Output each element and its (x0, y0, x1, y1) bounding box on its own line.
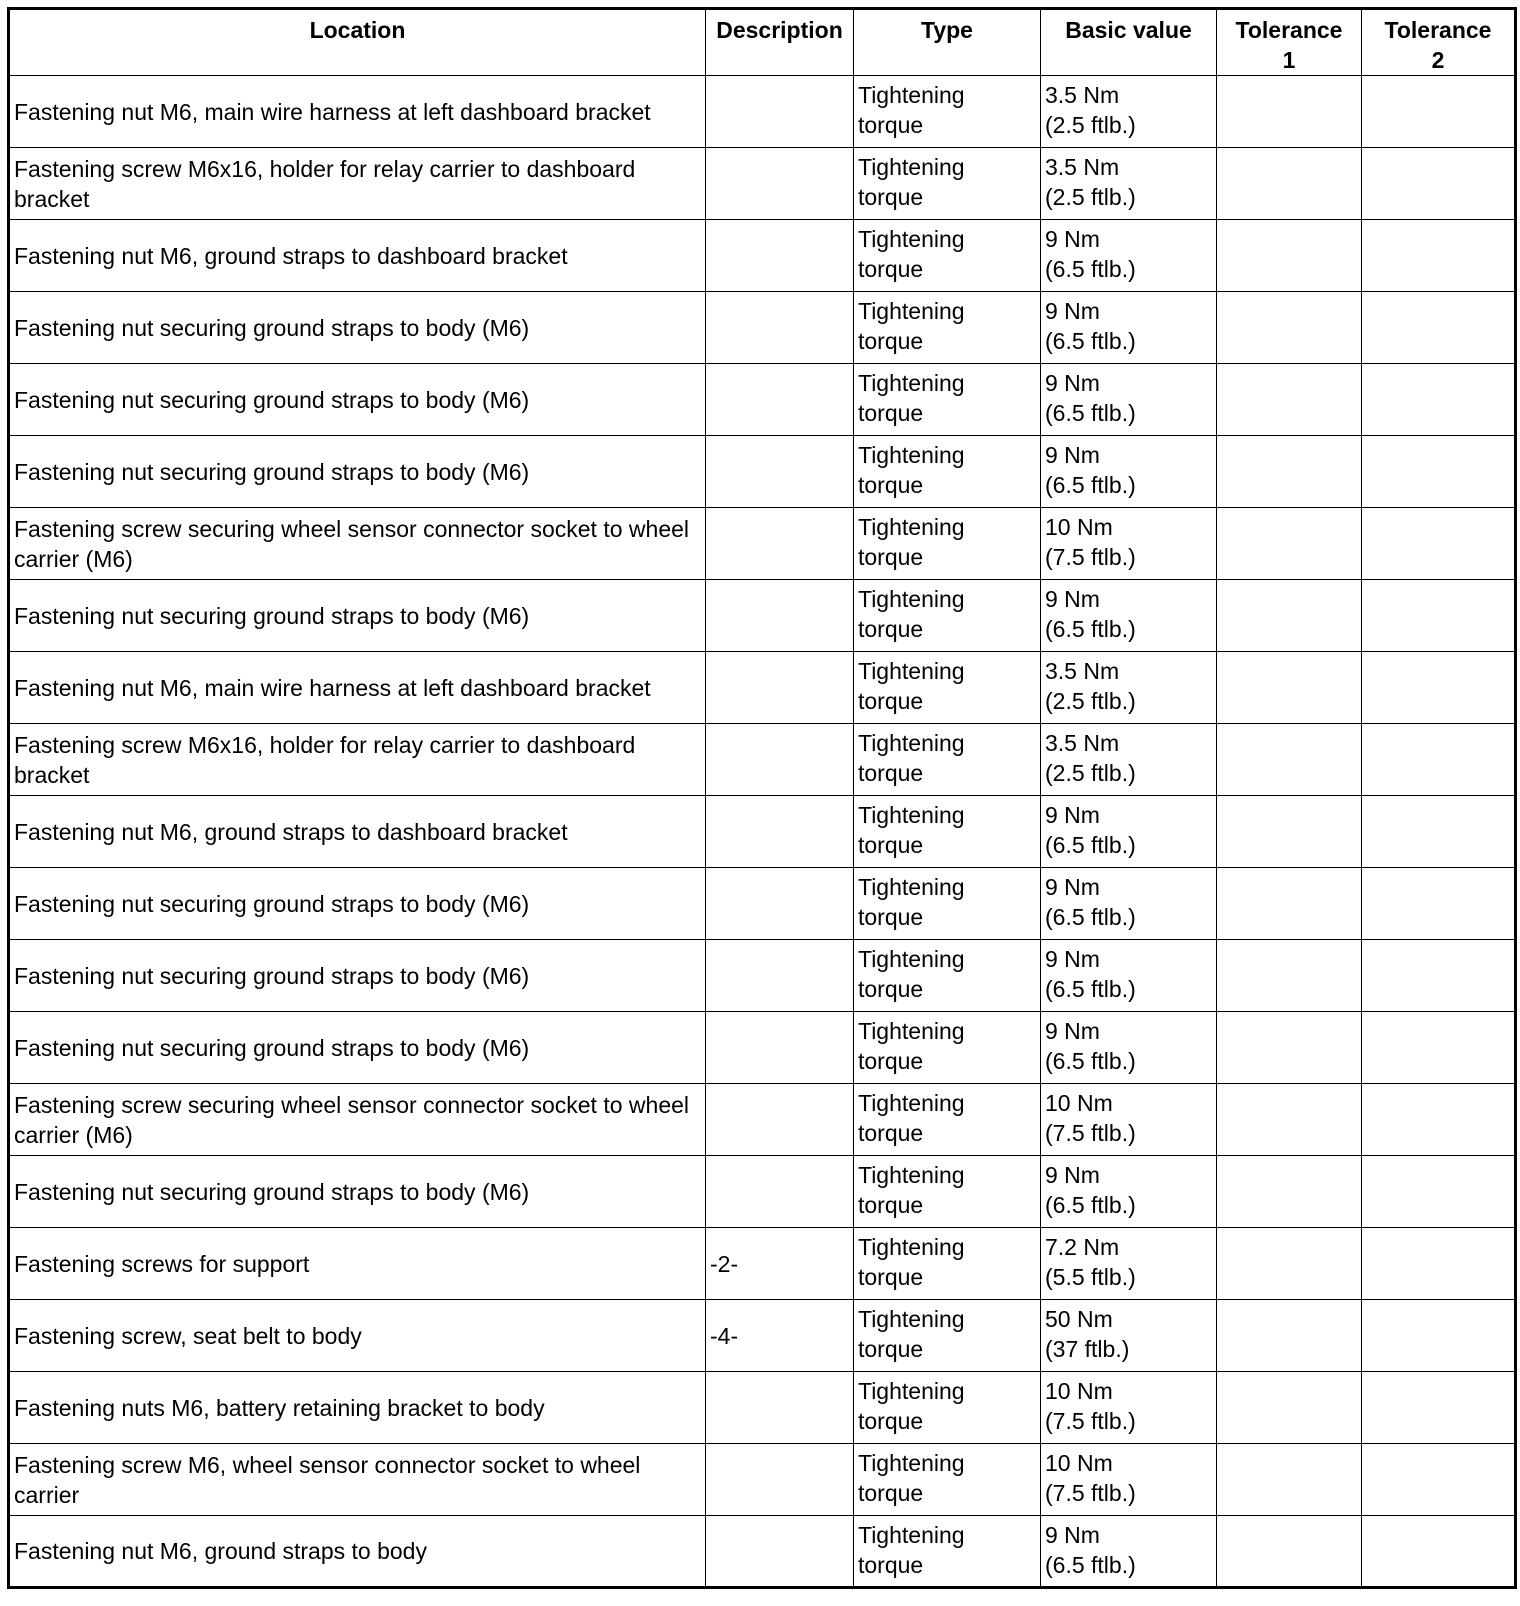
table-row (9, 76, 1516, 148)
column-header-location: Location (9, 9, 706, 76)
tolerance-1-cell (1217, 292, 1362, 364)
type-cell (854, 364, 1041, 436)
type-line-1: Tightening (858, 1162, 965, 1188)
location-cell: Fastening screw M6x16, holder for relay carrier to dashboard bracket (9, 724, 706, 796)
value-metric: 3.5 Nm (1045, 154, 1120, 180)
tolerance-2-cell (1362, 1012, 1516, 1084)
tolerance-1-cell (1217, 724, 1362, 796)
table-row (9, 1444, 1516, 1516)
tolerance-2-cell (1362, 652, 1516, 724)
location-cell: Fastening nut securing ground straps to body (M6) (9, 580, 706, 652)
type-cell (854, 1012, 1041, 1084)
basic-value-cell (1041, 796, 1217, 868)
basic-value-cell (1041, 1444, 1217, 1516)
type-line-1: Tightening (858, 442, 965, 468)
value-metric: 9 Nm (1045, 370, 1100, 396)
value-metric: 9 Nm (1045, 1162, 1100, 1188)
tolerance-1-cell (1217, 148, 1362, 220)
value-imperial: (6.5 ftlb.) (1045, 328, 1136, 354)
table-row (9, 364, 1516, 436)
tolerance-1-cell (1217, 940, 1362, 1012)
value-imperial: (2.5 ftlb.) (1045, 688, 1136, 714)
type-line-2: torque (858, 1552, 924, 1578)
location-cell: Fastening nut securing ground straps to body (M6) (9, 1012, 706, 1084)
type-line-2: torque (858, 832, 924, 858)
basic-value-cell (1041, 436, 1217, 508)
value-metric: 9 Nm (1045, 802, 1100, 828)
value-imperial: (2.5 ftlb.) (1045, 760, 1136, 786)
tolerance-1-cell (1217, 580, 1362, 652)
type-cell (854, 292, 1041, 364)
tolerance-2-cell (1362, 1300, 1516, 1372)
type-line-1: Tightening (858, 802, 965, 828)
header-row (9, 9, 1516, 76)
table-body (9, 76, 1516, 1588)
value-metric: 9 Nm (1045, 1522, 1100, 1548)
value-metric: 3.5 Nm (1045, 730, 1120, 756)
basic-value-cell (1041, 1372, 1217, 1444)
basic-value-cell (1041, 508, 1217, 580)
type-line-2: torque (858, 688, 924, 714)
basic-value-cell (1041, 652, 1217, 724)
value-metric: 10 Nm (1045, 1090, 1113, 1116)
value-imperial: (6.5 ftlb.) (1045, 904, 1136, 930)
value-imperial: (6.5 ftlb.) (1045, 976, 1136, 1002)
type-line-1: Tightening (858, 1522, 965, 1548)
value-imperial: (7.5 ftlb.) (1045, 1408, 1136, 1434)
description-cell (706, 220, 854, 292)
table-row (9, 1372, 1516, 1444)
tolerance-1-cell (1217, 508, 1362, 580)
basic-value-cell (1041, 1300, 1217, 1372)
description-cell (706, 1084, 854, 1156)
tolerance-1-cell (1217, 220, 1362, 292)
basic-value-cell (1041, 220, 1217, 292)
tolerance-2-cell (1362, 364, 1516, 436)
type-line-2: torque (858, 760, 924, 786)
value-imperial: (6.5 ftlb.) (1045, 1192, 1136, 1218)
table-row (9, 1300, 1516, 1372)
value-imperial: (2.5 ftlb.) (1045, 112, 1136, 138)
type-line-1: Tightening (858, 82, 965, 108)
location-cell: Fastening nut securing ground straps to body (M6) (9, 868, 706, 940)
basic-value-cell (1041, 1156, 1217, 1228)
tolerance-2-cell (1362, 724, 1516, 796)
description-cell (706, 724, 854, 796)
value-metric: 3.5 Nm (1045, 658, 1120, 684)
basic-value-cell (1041, 1228, 1217, 1300)
type-cell (854, 436, 1041, 508)
value-metric: 3.5 Nm (1045, 82, 1120, 108)
type-line-1: Tightening (858, 730, 965, 756)
column-header-basic-value: Basic value (1041, 9, 1217, 76)
value-imperial: (6.5 ftlb.) (1045, 256, 1136, 282)
description-cell: -4- (706, 1300, 854, 1372)
location-cell: Fastening nuts M6, battery retaining bracket to body (9, 1372, 706, 1444)
location-cell: Fastening nut M6, ground straps to dashboard bracket (9, 220, 706, 292)
tolerance-2-cell (1362, 1516, 1516, 1588)
tolerance-2-cell (1362, 436, 1516, 508)
value-metric: 50 Nm (1045, 1306, 1113, 1332)
type-line-2: torque (858, 904, 924, 930)
description-cell (706, 364, 854, 436)
type-cell (854, 1444, 1041, 1516)
tolerance-2-cell (1362, 1228, 1516, 1300)
description-cell (706, 796, 854, 868)
basic-value-cell (1041, 580, 1217, 652)
table-row (9, 1156, 1516, 1228)
table-row (9, 220, 1516, 292)
value-metric: 9 Nm (1045, 442, 1100, 468)
description-cell (706, 292, 854, 364)
type-line-1: Tightening (858, 514, 965, 540)
type-line-2: torque (858, 1264, 924, 1290)
type-line-1: Tightening (858, 1450, 965, 1476)
description-cell (706, 436, 854, 508)
value-metric: 10 Nm (1045, 514, 1113, 540)
tolerance-2-cell (1362, 220, 1516, 292)
column-header-description: Description (706, 9, 854, 76)
type-line-2: torque (858, 472, 924, 498)
basic-value-cell (1041, 1084, 1217, 1156)
tolerance-1-cell (1217, 364, 1362, 436)
type-cell (854, 868, 1041, 940)
location-cell: Fastening screw securing wheel sensor connector socket to wheel carrier (M6) (9, 1084, 706, 1156)
type-cell (854, 724, 1041, 796)
type-line-2: torque (858, 256, 924, 282)
type-cell (854, 1084, 1041, 1156)
type-line-1: Tightening (858, 658, 965, 684)
type-line-1: Tightening (858, 946, 965, 972)
type-line-1: Tightening (858, 1306, 965, 1332)
location-cell: Fastening screw, seat belt to body (9, 1300, 706, 1372)
value-imperial: (7.5 ftlb.) (1045, 1120, 1136, 1146)
type-cell (854, 580, 1041, 652)
tolerance-1-cell (1217, 796, 1362, 868)
table-row (9, 724, 1516, 796)
tolerance-2-cell (1362, 796, 1516, 868)
value-imperial: (6.5 ftlb.) (1045, 1048, 1136, 1074)
tolerance-1-cell (1217, 1156, 1362, 1228)
tolerance-1-cell (1217, 1444, 1362, 1516)
type-line-2: torque (858, 1192, 924, 1218)
description-cell (706, 1012, 854, 1084)
table-row (9, 940, 1516, 1012)
value-metric: 9 Nm (1045, 226, 1100, 252)
tolerance-2-cell (1362, 940, 1516, 1012)
tolerance-2-cell (1362, 76, 1516, 148)
value-imperial: (6.5 ftlb.) (1045, 1552, 1136, 1578)
tolerance-1-cell (1217, 1300, 1362, 1372)
tolerance-1-cell (1217, 1012, 1362, 1084)
column-header-type: Type (854, 9, 1041, 76)
tolerance-2-cell (1362, 1156, 1516, 1228)
table-row (9, 436, 1516, 508)
basic-value-cell (1041, 940, 1217, 1012)
table-row (9, 868, 1516, 940)
description-cell (706, 868, 854, 940)
table-row (9, 148, 1516, 220)
table-row (9, 652, 1516, 724)
description-cell (706, 148, 854, 220)
type-cell (854, 220, 1041, 292)
value-imperial: (5.5 ftlb.) (1045, 1264, 1136, 1290)
value-imperial: (2.5 ftlb.) (1045, 184, 1136, 210)
value-imperial: (6.5 ftlb.) (1045, 832, 1136, 858)
tolerance-2-cell (1362, 868, 1516, 940)
type-line-1: Tightening (858, 226, 965, 252)
type-line-1: Tightening (858, 586, 965, 612)
location-cell: Fastening nut securing ground straps to body (M6) (9, 940, 706, 1012)
type-line-2: torque (858, 1048, 924, 1074)
type-cell (854, 796, 1041, 868)
tolerance-2-cell (1362, 148, 1516, 220)
description-cell (706, 1372, 854, 1444)
location-cell: Fastening nut M6, ground straps to body (9, 1516, 706, 1588)
type-line-1: Tightening (858, 1234, 965, 1260)
column-header-tolerance-1: Tolerance 1 (1217, 9, 1362, 76)
location-cell: Fastening screws for support (9, 1228, 706, 1300)
description-cell (706, 508, 854, 580)
type-line-2: torque (858, 616, 924, 642)
value-imperial: (7.5 ftlb.) (1045, 544, 1136, 570)
value-imperial: (37 ftlb.) (1045, 1336, 1130, 1362)
type-line-2: torque (858, 1408, 924, 1434)
torque-spec-sheet (7, 7, 1517, 1589)
type-line-2: torque (858, 976, 924, 1002)
tolerance-1-cell (1217, 1084, 1362, 1156)
description-cell (706, 1444, 854, 1516)
type-line-2: torque (858, 400, 924, 426)
location-cell: Fastening screw securing wheel sensor connector socket to wheel carrier (M6) (9, 508, 706, 580)
description-cell (706, 1516, 854, 1588)
description-cell (706, 1156, 854, 1228)
description-cell (706, 940, 854, 1012)
description-cell (706, 580, 854, 652)
table-row (9, 1228, 1516, 1300)
type-cell (854, 652, 1041, 724)
type-cell (854, 508, 1041, 580)
basic-value-cell (1041, 1516, 1217, 1588)
type-line-1: Tightening (858, 874, 965, 900)
tolerance-1-cell (1217, 1516, 1362, 1588)
tolerance-1-cell (1217, 1372, 1362, 1444)
value-imperial: (7.5 ftlb.) (1045, 1480, 1136, 1506)
description-cell: -2- (706, 1228, 854, 1300)
tolerance-2-cell (1362, 1444, 1516, 1516)
column-header-tolerance-2: Tolerance 2 (1362, 9, 1516, 76)
location-cell: Fastening nut securing ground straps to body (M6) (9, 436, 706, 508)
value-metric: 7.2 Nm (1045, 1234, 1120, 1260)
type-line-1: Tightening (858, 1018, 965, 1044)
type-line-2: torque (858, 328, 924, 354)
table-row (9, 1084, 1516, 1156)
tolerance-2-cell (1362, 580, 1516, 652)
value-metric: 9 Nm (1045, 1018, 1100, 1044)
type-line-2: torque (858, 1336, 924, 1362)
type-cell (854, 1372, 1041, 1444)
tolerance-1-cell (1217, 436, 1362, 508)
location-cell: Fastening nut M6, main wire harness at left dashboard bracket (9, 652, 706, 724)
type-cell (854, 1300, 1041, 1372)
table-row (9, 292, 1516, 364)
type-line-2: torque (858, 1120, 924, 1146)
type-line-1: Tightening (858, 370, 965, 396)
value-metric: 10 Nm (1045, 1378, 1113, 1404)
table-row (9, 1516, 1516, 1588)
location-cell: Fastening nut securing ground straps to body (M6) (9, 1156, 706, 1228)
torque-spec-table (7, 7, 1517, 1589)
type-line-1: Tightening (858, 154, 965, 180)
value-metric: 9 Nm (1045, 586, 1100, 612)
table-row (9, 580, 1516, 652)
basic-value-cell (1041, 724, 1217, 796)
description-cell (706, 76, 854, 148)
value-imperial: (6.5 ftlb.) (1045, 472, 1136, 498)
tolerance-2-cell (1362, 1084, 1516, 1156)
type-cell (854, 940, 1041, 1012)
tolerance-1-cell (1217, 1228, 1362, 1300)
value-imperial: (6.5 ftlb.) (1045, 616, 1136, 642)
description-cell (706, 652, 854, 724)
basic-value-cell (1041, 364, 1217, 436)
type-cell (854, 1516, 1041, 1588)
tolerance-2-cell (1362, 508, 1516, 580)
type-line-2: torque (858, 112, 924, 138)
location-cell: Fastening nut securing ground straps to body (M6) (9, 364, 706, 436)
table-row (9, 796, 1516, 868)
basic-value-cell (1041, 1012, 1217, 1084)
tolerance-1-cell (1217, 868, 1362, 940)
type-cell (854, 1156, 1041, 1228)
value-metric: 9 Nm (1045, 946, 1100, 972)
table-row (9, 508, 1516, 580)
location-cell: Fastening screw M6x16, holder for relay carrier to dashboard bracket (9, 148, 706, 220)
type-line-1: Tightening (858, 298, 965, 324)
basic-value-cell (1041, 148, 1217, 220)
type-cell (854, 76, 1041, 148)
basic-value-cell (1041, 76, 1217, 148)
basic-value-cell (1041, 292, 1217, 364)
type-line-2: torque (858, 544, 924, 570)
location-cell: Fastening nut securing ground straps to body (M6) (9, 292, 706, 364)
type-cell (854, 148, 1041, 220)
location-cell: Fastening screw M6, wheel sensor connector socket to wheel carrier (9, 1444, 706, 1516)
basic-value-cell (1041, 868, 1217, 940)
value-metric: 9 Nm (1045, 874, 1100, 900)
location-cell: Fastening nut M6, ground straps to dashboard bracket (9, 796, 706, 868)
tolerance-1-cell (1217, 652, 1362, 724)
tolerance-2-cell (1362, 1372, 1516, 1444)
type-line-2: torque (858, 1480, 924, 1506)
type-cell (854, 1228, 1041, 1300)
type-line-1: Tightening (858, 1378, 965, 1404)
value-imperial: (6.5 ftlb.) (1045, 400, 1136, 426)
value-metric: 10 Nm (1045, 1450, 1113, 1476)
tolerance-1-cell (1217, 76, 1362, 148)
location-cell: Fastening nut M6, main wire harness at left dashboard bracket (9, 76, 706, 148)
type-line-1: Tightening (858, 1090, 965, 1116)
value-metric: 9 Nm (1045, 298, 1100, 324)
table-row (9, 1012, 1516, 1084)
tolerance-2-cell (1362, 292, 1516, 364)
type-line-2: torque (858, 184, 924, 210)
